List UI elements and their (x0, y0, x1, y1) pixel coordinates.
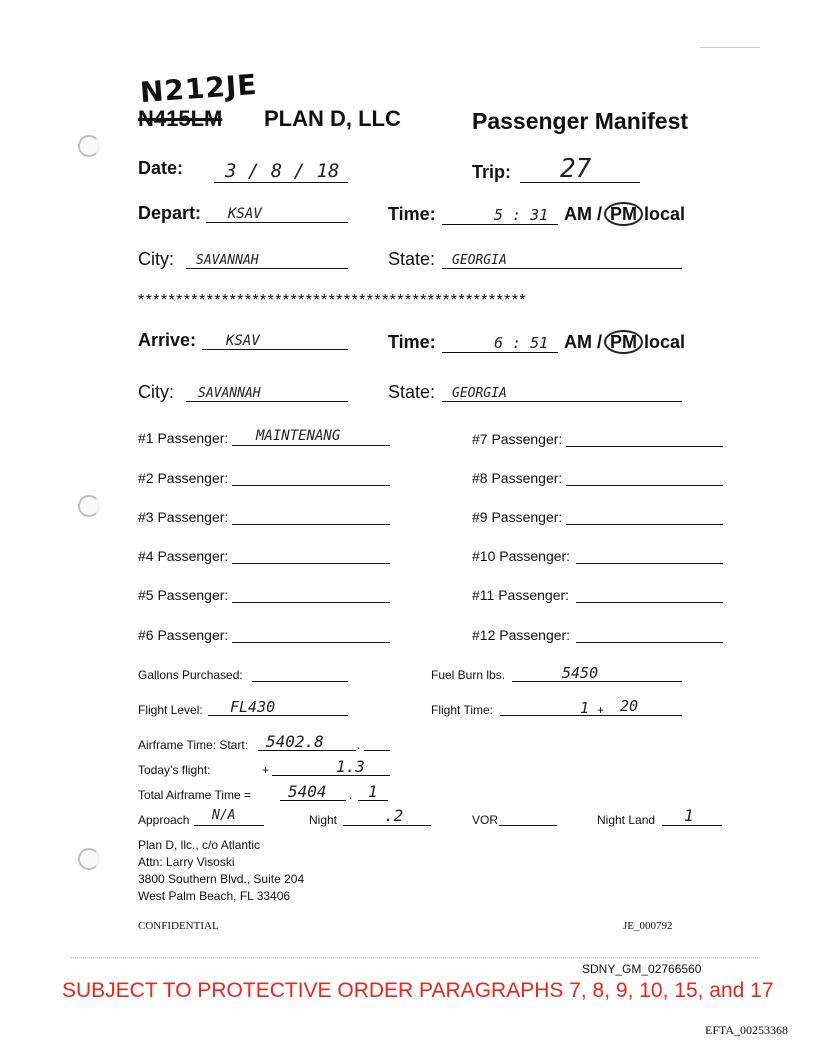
airframe-start-label: Airframe Time: Start: (138, 738, 249, 752)
flight-time-underline (500, 715, 682, 716)
night-label: Night (309, 813, 338, 827)
todays-flight-plus: + (262, 763, 270, 777)
struck-tail-number: N415LM (138, 106, 223, 131)
passenger-underline (576, 563, 723, 564)
depart-pm-circled: PM (604, 202, 643, 226)
depart-time-underline (442, 224, 558, 225)
handwritten-tail-number: N212JE (138, 67, 259, 110)
airframe-start-underline (258, 750, 356, 751)
passenger-underline (232, 485, 390, 486)
fuel-burn-value: 5450 (562, 664, 599, 682)
total-airframe-decimal-underline (358, 800, 388, 801)
flight-level-value: FL430 (230, 698, 276, 716)
night-land-underline (662, 825, 722, 826)
passenger-label: #5 Passenger: (138, 587, 229, 603)
night-value: .2 (384, 806, 404, 825)
total-airframe-label: Total Airframe Time = (138, 788, 252, 802)
arrive-city-value: SAVANNAH (198, 386, 261, 401)
total-airframe-underline (280, 800, 346, 801)
passenger-underline (566, 446, 723, 447)
address-line: Plan D, llc., c/o Atlantic (138, 838, 261, 852)
passenger-underline (576, 642, 723, 643)
passenger-label: #8 Passenger: (472, 470, 563, 486)
passenger-label: #12 Passenger: (472, 627, 571, 643)
date-label: Date: (138, 158, 184, 178)
trip-value: 27 (560, 154, 592, 184)
arrive-state-underline (442, 401, 682, 402)
depart-underline (206, 222, 348, 223)
arrive-underline (202, 349, 348, 350)
flight-time-label: Flight Time: (431, 703, 494, 717)
airframe-start-value: 5402.8 (266, 732, 324, 751)
trip-label: Trip: (472, 162, 511, 182)
flight-level-underline (208, 715, 348, 716)
efta-number: EFTA_00253368 (705, 1023, 789, 1037)
passenger-label: #9 Passenger: (472, 509, 563, 525)
passenger-underline (232, 642, 390, 643)
gallons-purchased-label: Gallons Purchased: (138, 668, 243, 682)
night-land-value: 1 (684, 806, 694, 825)
passenger-label: #10 Passenger: (472, 548, 571, 564)
depart-state-value: GEORGIA (452, 253, 507, 268)
arrive-state-label: State: (388, 382, 436, 402)
passenger-value: MAINTENANG (256, 428, 341, 444)
vor-label: VOR (472, 813, 499, 827)
confidential-stamp: CONFIDENTIAL (138, 920, 219, 932)
punch-hole-top (78, 135, 100, 157)
passenger-underline (576, 602, 723, 603)
approach-label: Approach (138, 813, 190, 827)
gallons-purchased-underline (252, 681, 348, 682)
sdny-bates-number: SDNY_GM_02766560 (582, 962, 702, 976)
night-underline (343, 825, 431, 826)
todays-flight-label: Today’s flight: (138, 763, 211, 777)
arrive-state-value: GEORGIA (452, 386, 507, 401)
passenger-underline (566, 524, 723, 525)
depart-am: AM / (564, 204, 602, 224)
arrive-time-value: 6 : 51 (494, 334, 549, 352)
flight-time-hours: 1 (580, 699, 590, 717)
passenger-label: #6 Passenger: (138, 627, 229, 643)
arrive-pm-circled: PM (604, 330, 643, 354)
arrive-city-label: City: (138, 382, 174, 402)
company-name: PLAN D, LLC (264, 106, 401, 131)
flight-time-separator: + (597, 703, 605, 717)
depart-city-underline (186, 268, 348, 269)
total-airframe-dot: . (349, 788, 353, 802)
address-line: Attn: Larry Visoski (138, 855, 235, 869)
passenger-label: #3 Passenger: (138, 509, 229, 525)
night-land-label: Night Land (597, 813, 656, 827)
passenger-underline (232, 602, 390, 603)
passenger-label: #7 Passenger: (472, 431, 563, 447)
passenger-underline (232, 445, 390, 446)
airframe-start-decimal-underline (364, 750, 390, 751)
airframe-start-dot: . (357, 738, 361, 752)
protective-order-notice: SUBJECT TO PROTECTIVE ORDER PARAGRAPHS 7, 8, 9, 10, 15, and 17 (62, 979, 774, 1002)
page-title: Passenger Manifest (472, 108, 689, 134)
address-line: West Palm Beach, FL 33406 (138, 889, 291, 903)
punch-hole-middle (78, 495, 100, 517)
depart-city-value: SAVANNAH (196, 253, 259, 268)
passenger-label: #1 Passenger: (138, 430, 229, 446)
passenger-label: #2 Passenger: (138, 470, 229, 486)
scan-bottom-edge (70, 957, 760, 958)
depart-time-value: 5 : 31 (494, 206, 549, 224)
todays-flight-underline (272, 775, 390, 776)
date-underline (214, 182, 348, 183)
vor-underline (499, 825, 557, 826)
je-bates-number: JE_000792 (623, 920, 673, 932)
fuel-burn-underline (512, 681, 682, 682)
scan-edge-line (700, 47, 760, 48)
depart-state-label: State: (388, 249, 436, 269)
asterisk-separator: *************************************************** (138, 292, 527, 309)
arrive-value: KSAV (226, 333, 260, 349)
depart-state-underline (442, 268, 682, 269)
flight-level-label: Flight Level: (138, 703, 203, 717)
arrive-time-underline (442, 352, 558, 353)
arrive-time-label: Time: (388, 332, 436, 352)
depart-value: KSAV (228, 206, 262, 222)
passenger-underline (232, 524, 390, 525)
punch-hole-bottom (78, 848, 100, 870)
passenger-label: #11 Passenger: (472, 587, 570, 603)
arrive-am: AM / (564, 332, 602, 352)
todays-flight-value: 1.3 (336, 757, 365, 776)
total-airframe-tenths: 1 (368, 782, 378, 801)
depart-local: local (644, 204, 686, 224)
address-line: 3800 Southern Blvd., Suite 204 (138, 872, 305, 886)
arrive-city-underline (186, 401, 348, 402)
date-value: 3 / 8 / 18 (225, 160, 340, 182)
approach-underline (194, 825, 264, 826)
arrive-label: Arrive: (138, 330, 197, 350)
approach-value: N/A (212, 808, 236, 823)
passenger-label: #4 Passenger: (138, 548, 229, 564)
depart-time-label: Time: (388, 204, 436, 224)
passenger-underline (566, 485, 723, 486)
depart-city-label: City: (138, 249, 174, 269)
passenger-underline (232, 563, 390, 564)
fuel-burn-label: Fuel Burn lbs. (431, 668, 506, 682)
total-airframe-whole: 5404 (288, 782, 327, 801)
flight-time-minutes: 20 (620, 697, 639, 715)
arrive-local: local (644, 332, 686, 352)
depart-label: Depart: (138, 203, 202, 223)
trip-underline (520, 182, 640, 183)
